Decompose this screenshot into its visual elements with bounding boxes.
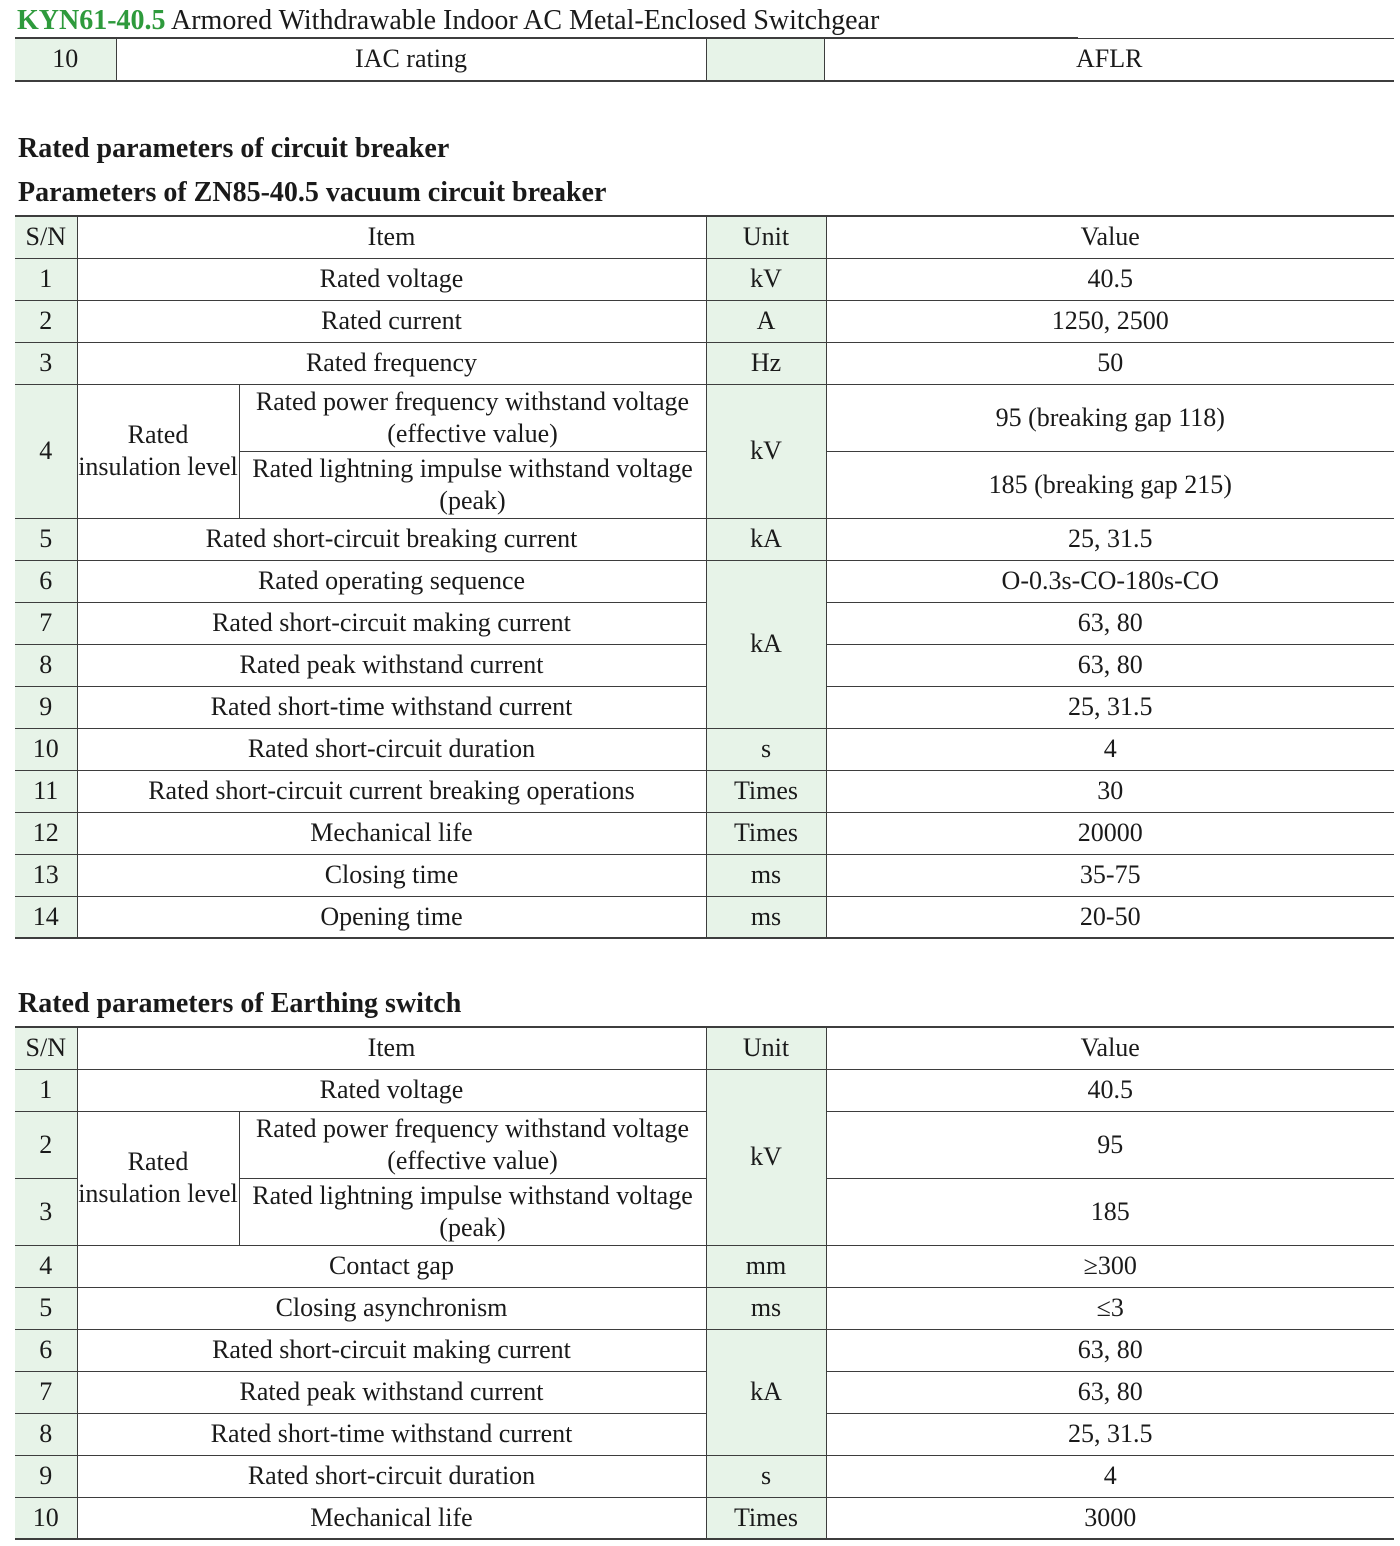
unit-cell — [706, 39, 824, 81]
sn-cell: 10 — [15, 39, 116, 81]
item-cell: IAC rating — [116, 39, 706, 81]
sn-cell: 10 — [15, 1497, 77, 1539]
item-cell: Contact gap — [77, 1245, 706, 1287]
value-cell: 1250, 2500 — [826, 300, 1394, 342]
table-row — [15, 384, 1394, 451]
item-cell: Rated lightning impulse withstand voltage (peak) — [239, 451, 706, 518]
table-row — [15, 1111, 1394, 1178]
table-row — [15, 258, 1394, 300]
table-row — [15, 728, 1394, 770]
iac-rating-table — [15, 38, 1394, 82]
unit-cell: kV — [706, 1069, 826, 1245]
sn-cell: 2 — [15, 1111, 77, 1178]
item-cell: Rated short-circuit making current — [77, 1329, 706, 1371]
table-row — [15, 896, 1394, 938]
sn-cell: 1 — [15, 1069, 77, 1111]
sn-cell: 6 — [15, 1329, 77, 1371]
unit-cell: Hz — [706, 342, 826, 384]
table-row — [15, 39, 1394, 81]
table-header-row — [15, 1027, 1394, 1069]
sn-cell: 6 — [15, 560, 77, 602]
value-cell: 40.5 — [826, 258, 1394, 300]
unit-cell: s — [706, 1455, 826, 1497]
value-cell: 95 (breaking gap 118) — [826, 384, 1394, 451]
item-cell: Rated lightning impulse withstand voltage (peak) — [239, 1178, 706, 1245]
item-cell: Rated current — [77, 300, 706, 342]
item-cell: Rated short-time withstand current — [77, 686, 706, 728]
sn-cell: 10 — [15, 728, 77, 770]
sn-cell: 9 — [15, 686, 77, 728]
table-row — [15, 300, 1394, 342]
table-row — [15, 1069, 1394, 1111]
unit-cell: kA — [706, 518, 826, 560]
item-cell: Rated frequency — [77, 342, 706, 384]
value-cell: 4 — [826, 1455, 1394, 1497]
column-header-unit: Unit — [706, 1027, 826, 1069]
item-cell: Rated peak withstand current — [77, 644, 706, 686]
value-cell: 20000 — [826, 812, 1394, 854]
table-row — [15, 854, 1394, 896]
value-cell: 25, 31.5 — [826, 518, 1394, 560]
value-cell: 63, 80 — [826, 1329, 1394, 1371]
sn-cell: 5 — [15, 1287, 77, 1329]
sn-cell: 1 — [15, 258, 77, 300]
value-cell: 25, 31.5 — [826, 1413, 1394, 1455]
item-cell: Closing asynchronism — [77, 1287, 706, 1329]
unit-cell: kV — [706, 258, 826, 300]
column-header-unit: Unit — [706, 216, 826, 258]
sn-cell: 14 — [15, 896, 77, 938]
earthing-heading: Rated parameters of Earthing switch — [18, 988, 462, 1019]
item-cell: Mechanical life — [77, 1497, 706, 1539]
value-cell: 35-75 — [826, 854, 1394, 896]
breaker-subheading: Parameters of ZN85-40.5 vacuum circuit breaker — [18, 177, 607, 208]
column-header-item: Item — [77, 216, 706, 258]
unit-cell: ms — [706, 854, 826, 896]
sn-cell: 2 — [15, 300, 77, 342]
item-cell: Rated peak withstand current — [77, 1371, 706, 1413]
table-row — [15, 1413, 1394, 1455]
sn-cell: 9 — [15, 1455, 77, 1497]
value-cell: ≤3 — [826, 1287, 1394, 1329]
value-cell: 50 — [826, 342, 1394, 384]
table-header-row — [15, 216, 1394, 258]
unit-cell: s — [706, 728, 826, 770]
column-header-value: Value — [826, 1027, 1394, 1069]
value-cell: 30 — [826, 770, 1394, 812]
sn-cell: 13 — [15, 854, 77, 896]
column-header-sn: S/N — [15, 216, 77, 258]
column-header-sn: S/N — [15, 1027, 77, 1069]
value-cell: O-0.3s-CO-180s-CO — [826, 560, 1394, 602]
sn-cell: 3 — [15, 342, 77, 384]
insulation-group-cell: Rated insulation level — [77, 1111, 239, 1245]
value-cell: 63, 80 — [826, 644, 1394, 686]
item-cell: Rated short-circuit breaking current — [77, 518, 706, 560]
item-cell: Rated short-circuit duration — [77, 728, 706, 770]
item-cell: Rated operating sequence — [77, 560, 706, 602]
table-row — [15, 518, 1394, 560]
product-title: Armored Withdrawable Indoor AC Metal-Enclosed Switchgear — [171, 5, 880, 36]
table-row — [15, 686, 1394, 728]
value-cell: 185 — [826, 1178, 1394, 1245]
sn-cell: 12 — [15, 812, 77, 854]
table-row — [15, 1287, 1394, 1329]
value-cell: ≥300 — [826, 1245, 1394, 1287]
table-row — [15, 1329, 1394, 1371]
sn-cell: 8 — [15, 644, 77, 686]
table-row — [15, 1455, 1394, 1497]
column-header-value: Value — [826, 216, 1394, 258]
unit-cell: A — [706, 300, 826, 342]
item-cell: Rated power frequency withstand voltage (effective value) — [239, 384, 706, 451]
value-cell: AFLR — [824, 39, 1394, 81]
table-row — [15, 1497, 1394, 1539]
breaker-parameters-table — [15, 215, 1394, 939]
value-cell: 25, 31.5 — [826, 686, 1394, 728]
table-row — [15, 812, 1394, 854]
value-cell: 63, 80 — [826, 602, 1394, 644]
item-cell: Rated power frequency withstand voltage (effective value) — [239, 1111, 706, 1178]
unit-cell: ms — [706, 896, 826, 938]
sn-cell: 3 — [15, 1178, 77, 1245]
table-row — [15, 1371, 1394, 1413]
insulation-group-cell: Rated insulation level — [77, 384, 239, 518]
item-cell: Rated short-circuit duration — [77, 1455, 706, 1497]
item-cell: Rated short-circuit current breaking operations — [77, 770, 706, 812]
value-cell: 185 (breaking gap 215) — [826, 451, 1394, 518]
sn-cell: 11 — [15, 770, 77, 812]
sn-cell: 7 — [15, 1371, 77, 1413]
unit-cell: kV — [706, 384, 826, 518]
sn-cell: 4 — [15, 1245, 77, 1287]
item-cell: Mechanical life — [77, 812, 706, 854]
earthing-parameters-table — [15, 1026, 1394, 1540]
breaker-heading: Rated parameters of circuit breaker — [18, 133, 450, 164]
model-number: KYN61-40.5 — [17, 5, 166, 36]
column-header-item: Item — [77, 1027, 706, 1069]
table-row — [15, 342, 1394, 384]
sn-cell: 5 — [15, 518, 77, 560]
table-row — [15, 770, 1394, 812]
item-cell: Rated short-circuit making current — [77, 602, 706, 644]
value-cell: 95 — [826, 1111, 1394, 1178]
unit-cell: Times — [706, 770, 826, 812]
value-cell: 20-50 — [826, 896, 1394, 938]
value-cell: 63, 80 — [826, 1371, 1394, 1413]
page-header — [17, 4, 879, 38]
value-cell: 40.5 — [826, 1069, 1394, 1111]
table-row — [15, 602, 1394, 644]
item-cell: Rated short-time withstand current — [77, 1413, 706, 1455]
sn-cell: 8 — [15, 1413, 77, 1455]
item-cell: Rated voltage — [77, 258, 706, 300]
sn-cell: 4 — [15, 384, 77, 518]
sn-cell: 7 — [15, 602, 77, 644]
table-row — [15, 644, 1394, 686]
unit-cell: kA — [706, 560, 826, 728]
item-cell: Rated voltage — [77, 1069, 706, 1111]
unit-cell: kA — [706, 1329, 826, 1455]
unit-cell: Times — [706, 812, 826, 854]
item-cell: Closing time — [77, 854, 706, 896]
value-cell: 4 — [826, 728, 1394, 770]
unit-cell: mm — [706, 1245, 826, 1287]
table-row — [15, 560, 1394, 602]
table-row — [15, 1245, 1394, 1287]
value-cell: 3000 — [826, 1497, 1394, 1539]
item-cell: Opening time — [77, 896, 706, 938]
unit-cell: Times — [706, 1497, 826, 1539]
unit-cell: ms — [706, 1287, 826, 1329]
